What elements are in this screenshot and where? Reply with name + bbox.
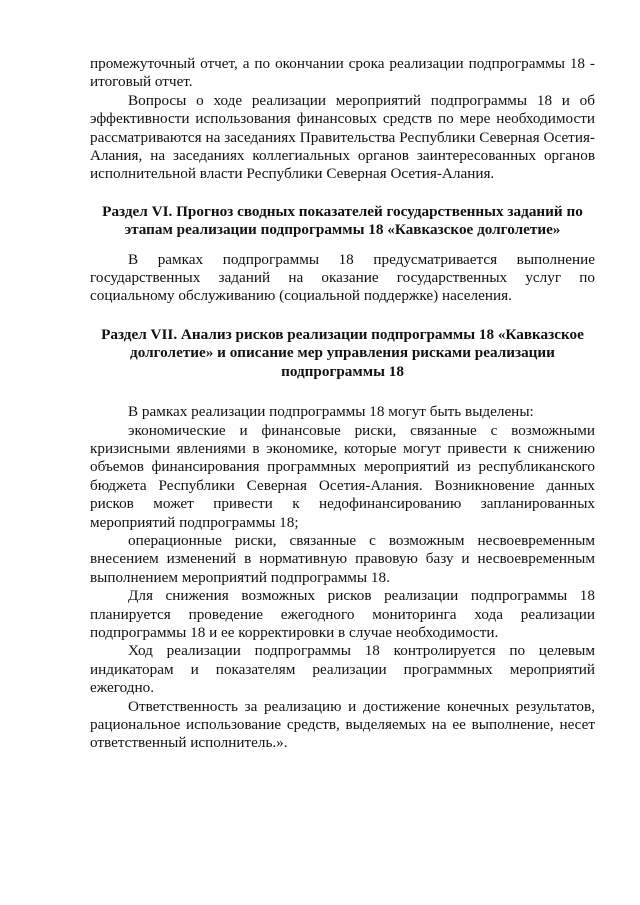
section-6-paragraph: В рамках подпрограммы 18 предусматривается выполнение государственных заданий на оказание государственных услуг по социальному обслуживанию (социальной поддержке) населения. bbox=[90, 250, 595, 305]
paragraph-progress-review: Вопросы о ходе реализации мероприятий подпрограммы 18 и об эффективности использования финансовых средств по мере необходимости рассматриваются на заседаниях Правительства Республики Северная Осетия-Алания, на заседаниях коллегиальных органов заинтересованных органов исполнительной власти Республики Северная Осетия-Алания. bbox=[90, 91, 595, 183]
section-7-paragraph-economic-risks: экономические и финансовые риски, связанные с возможными кризисными явлениями в экономике, которые могут привести к снижению объемов финансирования программных мероприятий из республиканского бюджета Республики Северная Осетия-Алания. Возникновение данных рисков может привести к недофинансированию запланированных мероприятий подпрограммы 18; bbox=[90, 421, 595, 531]
document-page bbox=[90, 55, 595, 753]
section-7-paragraph-responsibility: Ответственность за реализацию и достижение конечных результатов, рациональное использование средств, выделяемых на ее выполнение, несет ответственный исполнитель.». bbox=[90, 697, 595, 752]
paragraph-interim-report: промежуточный отчет, а по окончании срока реализации подпрограммы 18 - итоговый отчет. bbox=[90, 55, 595, 91]
section-7-heading: Раздел VII. Анализ рисков реализации подпрограммы 18 «Кавказское долголетие» и описание мер управления рисками реализации подпрограммы 18 bbox=[101, 325, 584, 380]
section-7-paragraph-risk-mitigation: Для снижения возможных рисков реализации подпрограммы 18 планируется проведение ежегодного мониторинга хода реализации подпрограммы 18 и ее корректировки в случае необходимости. bbox=[90, 587, 595, 641]
section-6-heading: Раздел VI. Прогноз сводных показателей государственных заданий по этапам реализации подпрограммы 18 «Кавказское долголетие» bbox=[102, 202, 583, 239]
section-7-paragraph-operational-risks: операционные риски, связанные с возможным несвоевременным внесением изменений в нормативную правовую базу и несвоевременным выполнением мероприятий подпрограммы 18. bbox=[90, 531, 595, 586]
section-7-paragraph-intro: В рамках реализации подпрограммы 18 могут быть выделены: bbox=[128, 403, 534, 421]
section-7-paragraph-monitoring: Ход реализации подпрограммы 18 контролируется по целевым индикаторам и показателям реализации программных мероприятий ежегодно. bbox=[90, 642, 595, 697]
